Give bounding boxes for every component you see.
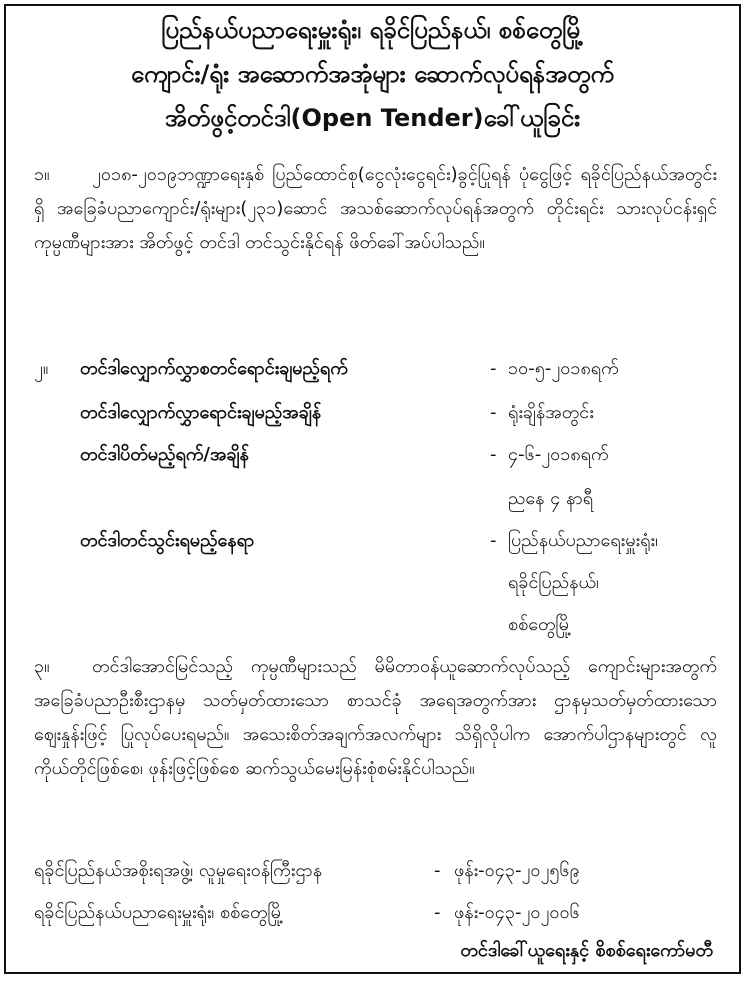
paragraph-2-number: ၂။ (34, 358, 49, 379)
paragraph-3-number: ၃။ (34, 656, 50, 677)
paragraph-3 (34, 650, 717, 786)
tender-row-continued (6, 608, 739, 642)
committee-signature: တင်ဒါခေါ်ယူရေးနှင့် စိစစ်ရေးကော်မတီ (460, 940, 713, 961)
contact-dash: - (434, 902, 441, 923)
row-value: ၁၀-၅-၂၀၁၈ရက် (508, 358, 619, 379)
tender-row-continued (6, 482, 739, 516)
tender-notice (4, 4, 741, 974)
row-label: တင်ဒါလျှောက်လွှာစတင်ရောင်းချမည့်ရက် (80, 358, 348, 379)
row-label: တင်ဒါတင်သွင်းရမည့်နေရာ (80, 530, 255, 551)
row-label: တင်ဒါပိတ်မည့်ရက်/အချိန် (80, 444, 249, 465)
tender-row (6, 524, 739, 558)
tender-row (6, 438, 739, 472)
contact-org: ရခိုင်ပြည်နယ်အစိုးရအဖွဲ့၊ လူမှုရေးဝန်ကြီးဌာန (34, 860, 323, 881)
contact-dash: - (434, 860, 441, 881)
paragraph-1-text: ၂၀၁၈-၂၀၁၉ဘဏ္ဍာရေးနှစ် ပြည်ထောင်စု(ငွေလုံးငွေရင်း)ခွင့်ပြုရန် ပုံငွေဖြင့် ရခိုင်ပြည်နယ်အတွင်းရှိ အခြေခံပညာကျောင်း/ရုံးများ(၂၃၁)ဆောင် အသစ်ဆောက်လုပ်ရန်အတွက် တိုင်းရင်း သားလုပ်ငန်းရှင် ကုမ္ပဏီများအား အိတ်ဖွင့် တင်ဒါ တင်သွင်းနိုင်ရန် ဖိတ်ခေါ်အပ်ပါသည်။ (34, 164, 717, 253)
row-dash: - (490, 444, 497, 465)
contact-row (34, 896, 580, 930)
row-dash: - (490, 402, 497, 423)
row-value-2: ရခိုင်ပြည်နယ်၊ (508, 572, 599, 593)
row-value-3: စစ်တွေမြို့ (508, 614, 572, 635)
row-value: ၄-၆-၂၀၁၈ရက် (508, 444, 609, 465)
row-dash: - (490, 358, 497, 379)
row-dash: - (490, 530, 497, 551)
paragraph-1-number: ၁။ (34, 164, 50, 185)
tender-row (6, 352, 739, 386)
title-line-1: ပြည်နယ်ပညာရေးမှူးရုံး၊ ရခိုင်ပြည်နယ်၊ စစ်တွေမြို့ (161, 16, 584, 44)
paragraph-1 (34, 158, 717, 260)
row-value-2: ညနေ ၄ နာရီ (508, 488, 594, 509)
paragraph-3-text: တင်ဒါအောင်မြင်သည့် ကုမ္ပဏီများသည် မိမိတာဝန်ယူဆောက်လုပ်သည့် ကျောင်းများအတွက် အခြေခံပညာဦးစီးဌာနမှ သတ်မှတ်ထားသော စာသင်ခုံ အရေအတွက်အား ဌာနမှသတ်မှတ်ထားသောဈေးနှုန်းဖြင့် ပြုလုပ်ပေးရမည်။ အသေးစိတ်အချက်အလက်များ သိရှိလိုပါက အောက်ပါဌာနများတွင် လူကိုယ်တိုင်ဖြစ်စေ၊ ဖုန်းဖြင့်ဖြစ်စေ ဆက်သွယ်မေးမြန်းစုံစမ်းနိုင်ပါသည်။ (34, 656, 717, 779)
row-value: ရုံးချိန်အတွင်း (508, 402, 594, 423)
row-label: တင်ဒါလျှောက်လွှာရောင်းချမည့်အချိန် (80, 402, 322, 423)
contact-phone: ဖုန်း-၀၄၃-၂၀၂၀၀၆ (454, 902, 580, 923)
contact-row (34, 854, 580, 888)
contact-phone: ဖုန်း-၀၄၃-၂၀၂၅၆၉ (454, 860, 580, 881)
notice-title (6, 6, 739, 140)
tender-row (6, 396, 739, 430)
title-line-3: အိတ်ဖွင့်တင်ဒါ(Open Tender)ခေါ်ယူခြင်း (164, 104, 581, 132)
row-value: ပြည်နယ်ပညာရေးမှူးရုံး၊ (508, 530, 658, 551)
title-line-2: ကျောင်း/ရုံး အဆောက်အအုံများ ဆောက်လုပ်ရန်အတွက် (130, 60, 615, 88)
tender-row-continued (6, 566, 739, 600)
contact-org: ရခိုင်ပြည်နယ်ပညာရေးမှူးရုံး၊ စစ်တွေမြို့ (34, 902, 284, 923)
